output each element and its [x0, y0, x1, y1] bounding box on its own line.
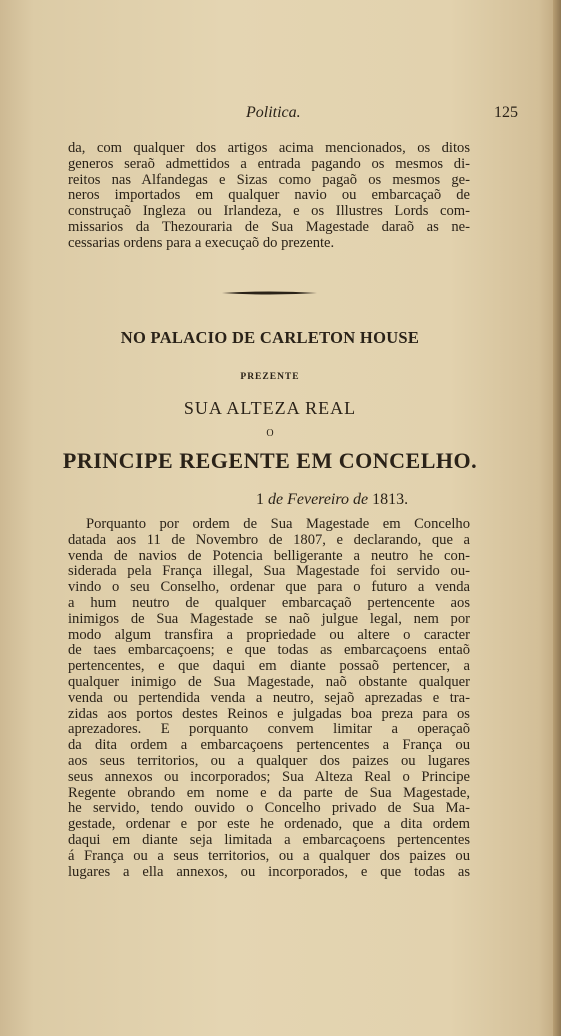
present-heading: PREZENTE: [240, 372, 300, 382]
date-month: de Fevereiro de: [268, 491, 369, 508]
date-day: 1: [256, 491, 264, 508]
text-line: á França ou a seus territorios, ou a qualquer dos paizes ou: [68, 847, 470, 864]
section-divider-ornament: [222, 291, 317, 295]
text-line: lugares a ella annexos, ou incorporados, e que todas as: [68, 863, 470, 880]
text-line: seus annexos ou incorporados; Sua Alteza Real o Principe: [68, 768, 470, 785]
page-edge: [553, 0, 561, 1036]
text-line: qualquer inimigo de Sua Magestade, naõ obstante qualquer: [68, 673, 470, 690]
text-line: vindo o seu Conselho, ordenar que para o futuro a venda: [68, 579, 470, 596]
text-line: generos seraõ admettidos a entrada pagando os mesmos di-: [68, 155, 470, 172]
continued-paragraph: [68, 141, 470, 252]
text-line: da, com qualquer dos artigos acima mencionados, os ditos: [68, 140, 470, 156]
text-line: aos seus territorios, ou a qualquer dos paizes ou lugares: [68, 752, 470, 769]
text-line: a hum neutro de qualquer embarcaçaõ pertencente aos: [68, 594, 470, 611]
text-line: daqui em diante seja limitada a embarcaçoens pertencentes: [68, 831, 470, 848]
royal-highness-heading: SUA ALTEZA REAL: [183, 398, 357, 418]
text-line: missarios da Thezouraria de Sua Magestade daraõ as ne-: [68, 218, 470, 235]
page-number: 125: [494, 104, 518, 121]
text-line: he servido, tendo ouvido o Concelho privado de Sua Ma-: [68, 800, 470, 817]
article-heading: O: [266, 428, 274, 439]
text-line: modo algum transfira a propriedade ou altere o caracter: [68, 626, 470, 643]
text-line: reitos nas Alfandegas e Sizas como pagaõ os mesmos ge-: [68, 171, 470, 188]
text-line: aprezadores. E porquanto convem limitar a operaçaõ: [68, 721, 470, 738]
text-line: construçaõ Ingleza ou Irlandeza, e os Illustres Lords com-: [68, 203, 470, 220]
text-line: venda de navios de Potencia belligerante a neutro he con-: [68, 547, 470, 564]
text-line: inimigos de Sua Magestade se naõ julgue legal, nem por: [68, 610, 470, 627]
text-line: da dita ordem a embarcaçoens pertencentes a França ou: [68, 737, 470, 754]
text-line: gestade, ordenar e por este he ordenado, que a dita ordem: [68, 816, 470, 833]
date-year: 1813.: [372, 491, 409, 508]
title-heading: PRINCIPE REGENTE EM CONCELHO.: [62, 448, 478, 473]
text-line: Regente obrando em nome e da parte de Sua Magestade,: [68, 784, 470, 801]
text-line: zidas aos portos destes Reinos e julgadas boa preza para os: [68, 705, 470, 722]
text-line: siderada pela França illegal, Sua Magestade foi servido ou-: [68, 563, 470, 580]
page-header: [66, 104, 518, 126]
text-line: Porquanto por ordem de Sua Magestade em Concelho: [86, 516, 470, 532]
order-paragraph: [68, 517, 470, 880]
text-line: venda ou pertendida venda a neutro, sejaõ aprezadas e tra-: [68, 689, 470, 706]
text-line: cessarias ordens para a execuçaõ do prezente.: [68, 234, 335, 251]
running-title: Politica.: [246, 104, 301, 121]
text-line: neros importados em qualquer navio ou embarcaçaõ de: [68, 187, 470, 204]
text-line: datada aos 11 de Novembro de 1807, e declarando, que a: [68, 531, 470, 548]
place-heading: NO PALACIO DE CARLETON HOUSE: [120, 328, 420, 347]
text-line: de taes embarcaçoens; e que todas as embarcaçoens entaõ: [68, 642, 470, 659]
text-line: pertencentes, e que daqui em diante possaõ pertencer, a: [68, 658, 470, 675]
dateline: [256, 491, 408, 509]
